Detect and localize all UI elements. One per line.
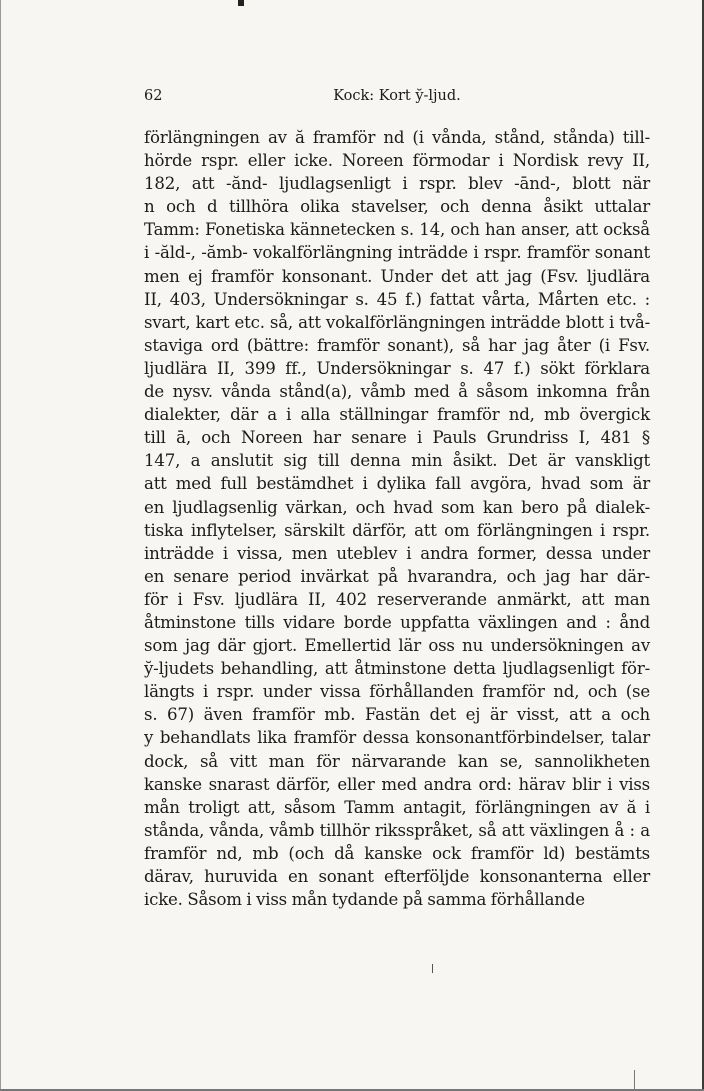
- text-line: mån troligt att, såsom Tamm antagit, förlängningen av ă i: [144, 797, 650, 817]
- text-line: 182, att -ănd- ljudlagsenligt i rspr. blev -ānd-, blott när: [144, 174, 650, 194]
- text-line: för i Fsv. ljudlära II, 402 reserverande anmärkt, att man: [144, 589, 650, 609]
- text-line: en ljudlagsenlig värkan, och hvad som kan bero på dialek-: [144, 497, 650, 517]
- bottom-right-mark: [634, 1070, 635, 1091]
- text-line: förlängningen av ă framför nd (i vånda, stånd, stånda) till-: [144, 128, 650, 147]
- text-line: längts i rspr. under vissa förhållanden framför nd, och (se: [144, 682, 650, 702]
- text-line: men ej framför konsonant. Under det att jag (Fsv. ljudlära: [144, 266, 650, 286]
- text-line: en senare period invärkat på hvarandra, och jag har där-: [144, 566, 650, 586]
- text-line: dock, så vitt man för närvarande kan se, sannolikheten: [144, 751, 650, 771]
- text-line: y behandlats lika framför dessa konsonantförbindelser, talar: [144, 728, 650, 748]
- text-line: II, 403, Undersökningar s. 45 f.) fattat vårta, Mårten etc. :: [144, 289, 650, 309]
- page-header: [144, 88, 650, 108]
- body-text: [144, 126, 650, 911]
- text-line: dialekter, där a i alla ställningar framför nd, mb övergick: [144, 405, 650, 425]
- text-line: s. 67) även framför mb. Fastän det ej är visst, att a och: [144, 705, 650, 725]
- text-line: hörde rspr. eller icke. Noreen förmodar i Nordisk revy II,: [144, 151, 650, 171]
- text-line: kanske snarast därför, eller med andra ord: härav blir i viss: [144, 774, 650, 794]
- text-line: de nysv. vånda stånd(a), våmb med å såsom inkomna från: [144, 382, 650, 402]
- text-line: y̆-ljudets behandling, att åtminstone detta ljudlagsenligt för-: [144, 659, 650, 679]
- text-line: inträdde i vissa, men uteblev i andra former, dessa under: [144, 543, 650, 563]
- text-line: i -ăld-, -ămb- vokalförlängning inträdde i rspr. framför sonant: [144, 243, 650, 263]
- text-line: till ā, och Noreen har senare i Pauls Grundriss I, 481 §: [144, 428, 650, 448]
- text-line: framför nd, mb (och då kanske ock framför ld) bestämts: [144, 843, 650, 863]
- text-line: Tamm: Fonetiska kännetecken s. 14, och han anser, att också: [144, 220, 650, 240]
- text-line: ljudlära II, 399 ff., Undersökningar s. 47 f.) sökt förklara: [144, 358, 650, 378]
- text-line: därav, huruvida en sonant efterföljde konsonanterna eller: [144, 867, 650, 886]
- page-number: 62: [144, 88, 163, 104]
- text-line: n och d tillhöra olika stavelser, och denna åsikt uttalar: [144, 197, 650, 217]
- text-line: åtminstone tills vidare borde uppfatta växlingen and : ånd: [144, 612, 650, 632]
- text-line: tiska inflytelser, särskilt därför, att om förlängningen i rspr.: [144, 520, 650, 540]
- running-head: Kock: Kort y̆-ljud.: [333, 88, 461, 104]
- text-line: som jag där gjort. Emellertid lär oss nu undersökningen av: [144, 636, 650, 656]
- text-line: icke. Såsom i viss mån tydande på samma förhållande: [144, 890, 585, 910]
- text-line: stånda, vånda, våmb tillhör riksspråket, så att växlingen å : a: [144, 820, 650, 840]
- text-line: att med full bestämdhet i dylika fall avgöra, hvad som är: [144, 474, 650, 494]
- text-line: staviga ord (bättre: framför sonant), så har jag åter (i Fsv.: [144, 335, 650, 355]
- text-line: 147, a anslutit sig till denna min åsikt. Det är vanskligt: [144, 451, 650, 471]
- bottom-center-mark: [432, 964, 433, 973]
- text-line: svart, kart etc. så, att vokalförlängningen inträdde blott i två-: [144, 312, 650, 332]
- top-edge-mark: [238, 0, 244, 6]
